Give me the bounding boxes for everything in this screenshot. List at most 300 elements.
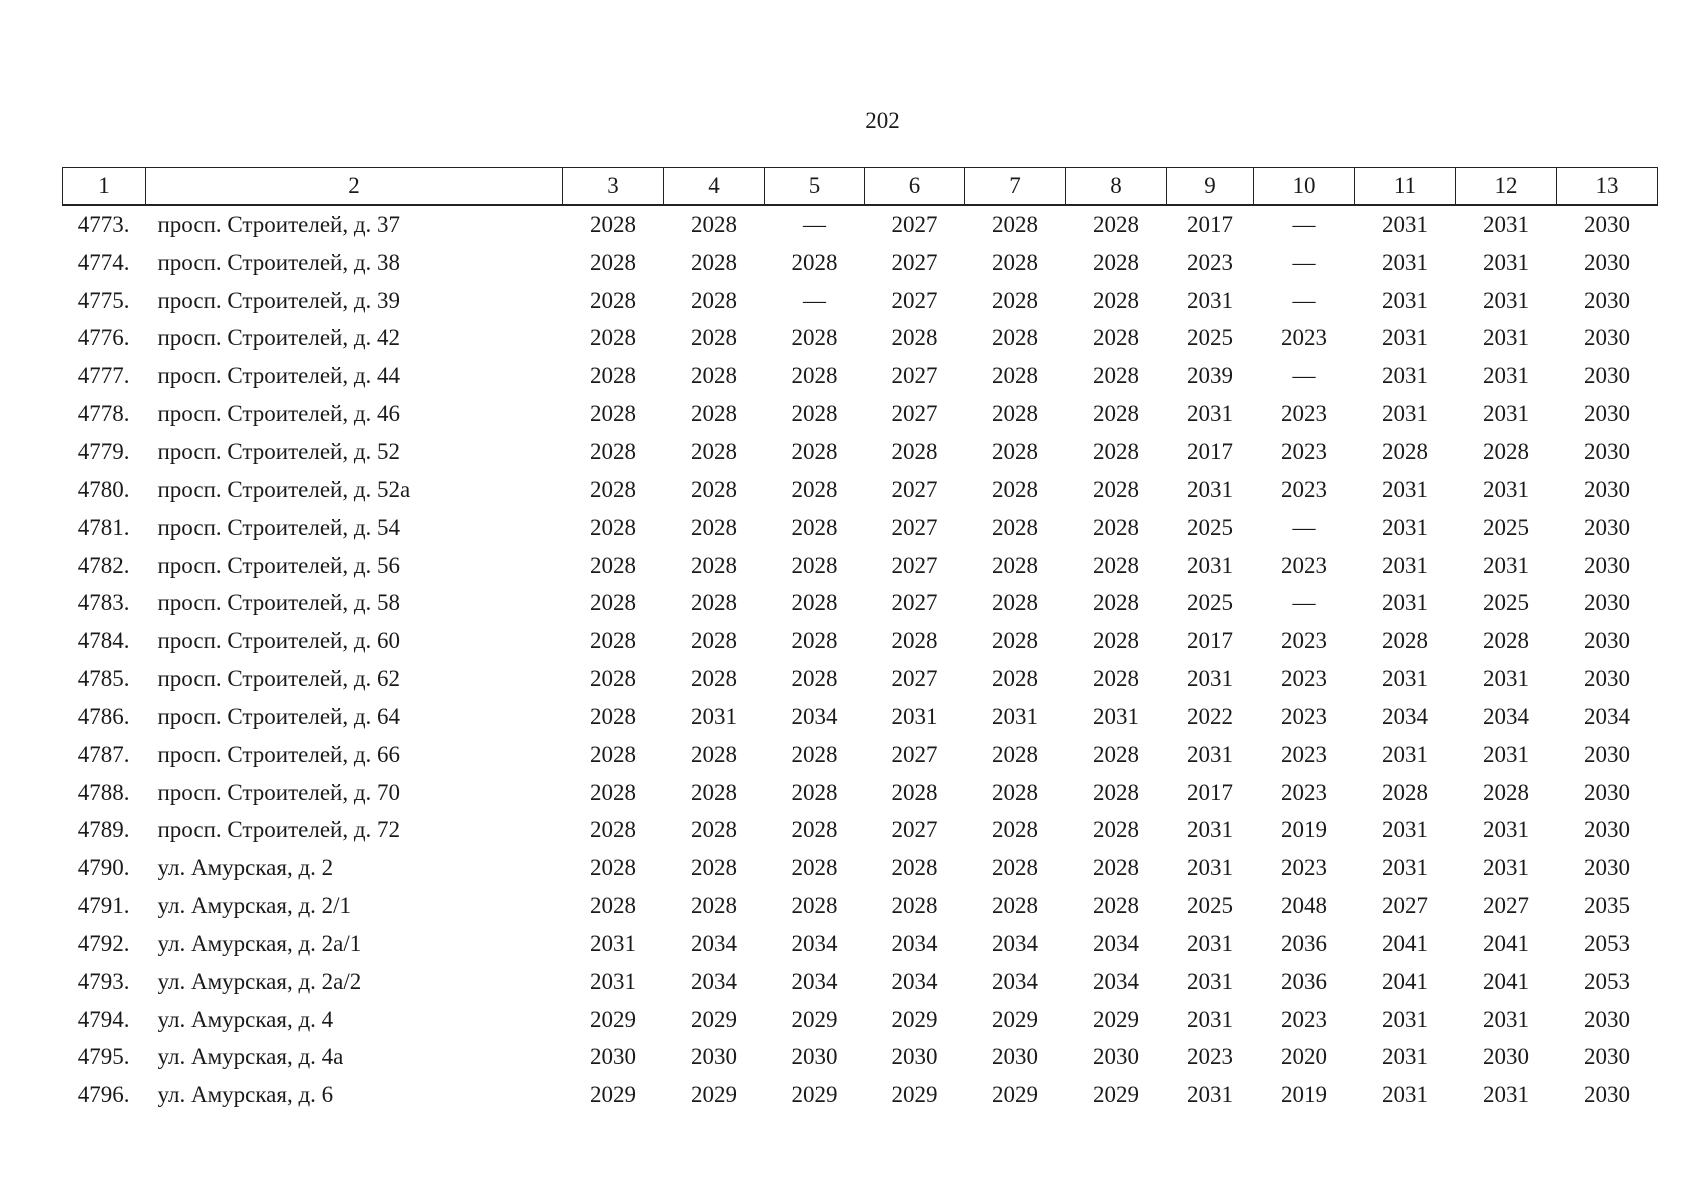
year-cell: 2027 — [891, 666, 938, 692]
year-cell: 2030 — [1584, 401, 1630, 427]
year-cell: 2027 — [1483, 893, 1529, 919]
year-cell: — — [1292, 514, 1316, 540]
year-cell: 2028 — [1093, 590, 1139, 616]
year-cell: 2034 — [891, 930, 938, 956]
year-cell: 2029 — [891, 1082, 938, 1108]
year-cell: 2048 — [1281, 893, 1327, 919]
year-cell: — — [1292, 363, 1316, 389]
year-cell: 2028 — [791, 514, 838, 540]
year-cell: 2027 — [891, 817, 938, 843]
year-cell: 2031 — [1483, 817, 1529, 843]
year-cell: 2023 — [1281, 438, 1327, 464]
year-cell: 2017 — [1187, 211, 1233, 237]
year-cell: 2030 — [1483, 1044, 1529, 1070]
year-cell: 2028 — [791, 438, 838, 464]
year-cell: 2028 — [590, 287, 636, 313]
year-cell: 2025 — [1483, 514, 1529, 540]
year-cell: 2028 — [590, 817, 636, 843]
year-cell: 2041 — [1483, 968, 1529, 994]
address-cell: ул. Амурская, д. 4 — [157, 1006, 334, 1032]
year-cell: 2031 — [1382, 476, 1428, 502]
year-cell: 2034 — [992, 968, 1038, 994]
year-cell: 2017 — [1187, 628, 1233, 654]
column-header: 11 — [1355, 168, 1456, 206]
table-row — [63, 205, 1658, 244]
year-cell: 2028 — [691, 855, 737, 881]
year-cell: 2023 — [1281, 855, 1327, 881]
year-cell: 2028 — [992, 514, 1038, 540]
address-cell: просп. Строителей, д. 56 — [157, 552, 401, 578]
year-cell: 2028 — [992, 628, 1038, 654]
year-cell: 2034 — [691, 968, 737, 994]
row-number-cell: 4783. — [77, 590, 130, 616]
year-cell: 2031 — [1187, 1006, 1233, 1032]
address-cell: ул. Амурская, д. 2а/2 — [157, 968, 362, 994]
address-cell: просп. Строителей, д. 72 — [157, 817, 401, 843]
year-cell: 2031 — [1382, 590, 1428, 616]
year-cell: 2028 — [992, 401, 1038, 427]
year-cell: 2023 — [1187, 1044, 1233, 1070]
year-cell: 2034 — [992, 930, 1038, 956]
year-cell: 2028 — [992, 438, 1038, 464]
year-cell: 2031 — [1382, 363, 1428, 389]
year-cell: 2031 — [1483, 249, 1529, 275]
year-cell: 2030 — [1584, 325, 1630, 351]
year-cell: 2028 — [590, 703, 636, 729]
year-cell: 2031 — [1382, 741, 1428, 767]
year-cell: 2023 — [1281, 552, 1327, 578]
table-row — [63, 736, 1658, 774]
year-cell: 2031 — [1382, 855, 1428, 881]
address-cell: просп. Строителей, д. 42 — [157, 325, 401, 351]
year-cell: 2020 — [1281, 1044, 1327, 1070]
address-cell: ул. Амурская, д. 2/1 — [157, 893, 352, 919]
year-cell: 2028 — [1483, 779, 1529, 805]
column-header: 6 — [865, 168, 965, 206]
year-cell: 2034 — [691, 930, 737, 956]
row-number-cell: 4782. — [77, 552, 130, 578]
address-cell: ул. Амурская, д. 2 — [157, 855, 334, 881]
year-cell: 2031 — [1187, 741, 1233, 767]
year-cell: 2028 — [590, 514, 636, 540]
year-cell: 2034 — [1382, 703, 1428, 729]
address-cell: просп. Строителей, д. 70 — [157, 779, 401, 805]
year-cell: 2030 — [1584, 1082, 1630, 1108]
year-cell: 2030 — [1584, 666, 1630, 692]
year-cell: 2031 — [1382, 552, 1428, 578]
year-cell: 2031 — [1483, 287, 1529, 313]
year-cell: 2028 — [590, 628, 636, 654]
year-cell: 2022 — [1187, 703, 1233, 729]
year-cell: 2027 — [1382, 893, 1428, 919]
year-cell: 2028 — [891, 628, 938, 654]
year-cell: 2031 — [1483, 401, 1529, 427]
year-cell: 2028 — [590, 363, 636, 389]
table-row — [63, 547, 1658, 585]
table-row — [63, 660, 1658, 698]
year-cell: 2028 — [992, 855, 1038, 881]
year-cell: 2028 — [691, 741, 737, 767]
year-cell: 2028 — [1093, 325, 1139, 351]
year-cell: 2028 — [791, 590, 838, 616]
year-cell: 2031 — [1187, 476, 1233, 502]
table-row — [63, 1076, 1658, 1114]
year-cell: 2017 — [1187, 779, 1233, 805]
year-cell: 2025 — [1187, 325, 1233, 351]
year-cell: 2030 — [1584, 590, 1630, 616]
year-cell: 2031 — [1382, 211, 1428, 237]
table-row — [63, 774, 1658, 812]
year-cell: 2028 — [590, 666, 636, 692]
year-cell: 2028 — [1093, 552, 1139, 578]
year-cell: — — [1292, 287, 1316, 313]
year-cell: 2028 — [891, 438, 938, 464]
year-cell: 2027 — [891, 590, 938, 616]
year-cell: 2036 — [1281, 930, 1327, 956]
table-row — [63, 471, 1658, 509]
year-cell: 2023 — [1281, 476, 1327, 502]
year-cell: 2028 — [590, 779, 636, 805]
year-cell: 2027 — [891, 514, 938, 540]
column-header: 1 — [63, 168, 146, 206]
row-number-cell: 4787. — [77, 741, 130, 767]
year-cell: 2028 — [1093, 817, 1139, 843]
year-cell: 2029 — [1093, 1082, 1139, 1108]
year-cell: 2031 — [1382, 666, 1428, 692]
year-cell: 2028 — [691, 401, 737, 427]
year-cell: 2025 — [1187, 893, 1233, 919]
year-cell: 2028 — [590, 438, 636, 464]
year-cell: 2028 — [992, 779, 1038, 805]
year-cell: 2028 — [791, 363, 838, 389]
year-cell: 2030 — [1584, 1006, 1630, 1032]
year-cell: 2028 — [992, 741, 1038, 767]
year-cell: 2029 — [791, 1082, 838, 1108]
address-cell: ул. Амурская, д. 6 — [157, 1082, 334, 1108]
year-cell: 2028 — [590, 476, 636, 502]
year-cell: 2031 — [1382, 401, 1428, 427]
year-cell: 2019 — [1281, 1082, 1327, 1108]
year-cell: 2028 — [1093, 779, 1139, 805]
year-cell: 2030 — [1093, 1044, 1139, 1070]
year-cell: 2028 — [891, 325, 938, 351]
table-row — [63, 812, 1658, 850]
year-cell: 2030 — [1584, 1044, 1630, 1070]
year-cell: 2023 — [1281, 401, 1327, 427]
year-cell: 2031 — [1382, 325, 1428, 351]
year-cell: 2028 — [891, 855, 938, 881]
address-cell: просп. Строителей, д. 60 — [157, 628, 401, 654]
year-cell: 2028 — [691, 325, 737, 351]
year-cell: 2030 — [590, 1044, 636, 1070]
year-cell: 2034 — [1483, 703, 1529, 729]
year-cell: 2031 — [1483, 363, 1529, 389]
year-cell: 2041 — [1382, 968, 1428, 994]
year-cell: 2031 — [1187, 855, 1233, 881]
year-cell: 2028 — [791, 779, 838, 805]
year-cell: 2034 — [1093, 930, 1139, 956]
table-row — [63, 622, 1658, 660]
year-cell: 2025 — [1483, 590, 1529, 616]
year-cell: 2028 — [992, 249, 1038, 275]
year-cell: 2028 — [590, 552, 636, 578]
column-header: 9 — [1167, 168, 1254, 206]
table-row — [63, 1039, 1658, 1077]
year-cell: 2031 — [992, 703, 1038, 729]
year-cell: 2031 — [1187, 930, 1233, 956]
year-cell: 2031 — [891, 703, 938, 729]
year-cell: 2034 — [891, 968, 938, 994]
row-number-cell: 4777. — [77, 363, 130, 389]
data-table — [62, 167, 1658, 1114]
year-cell: 2028 — [1093, 628, 1139, 654]
year-cell: 2028 — [1093, 438, 1139, 464]
year-cell: 2023 — [1281, 779, 1327, 805]
year-cell: 2029 — [590, 1082, 636, 1108]
year-cell: 2030 — [1584, 287, 1630, 313]
year-cell: 2028 — [992, 325, 1038, 351]
address-cell: просп. Строителей, д. 64 — [157, 703, 401, 729]
year-cell: 2031 — [1187, 817, 1233, 843]
year-cell: 2028 — [590, 590, 636, 616]
year-cell: 2029 — [1093, 1006, 1139, 1032]
year-cell: 2028 — [691, 817, 737, 843]
row-number-cell: 4786. — [77, 703, 130, 729]
year-cell: 2031 — [1382, 1044, 1428, 1070]
year-cell: 2027 — [891, 363, 938, 389]
table-row — [63, 1001, 1658, 1039]
year-cell: 2028 — [691, 893, 737, 919]
row-number-cell: 4784. — [77, 628, 130, 654]
year-cell: 2030 — [691, 1044, 737, 1070]
year-cell: 2028 — [992, 552, 1038, 578]
year-cell: 2029 — [891, 1006, 938, 1032]
year-cell: 2053 — [1584, 930, 1630, 956]
row-number-cell: 4778. — [77, 401, 130, 427]
table-row — [63, 244, 1658, 282]
year-cell: 2027 — [891, 476, 938, 502]
year-cell: 2023 — [1281, 628, 1327, 654]
year-cell: 2031 — [1187, 287, 1233, 313]
year-cell: 2028 — [791, 893, 838, 919]
year-cell: 2027 — [891, 741, 938, 767]
row-number-cell: 4794. — [77, 1006, 130, 1032]
year-cell: 2030 — [1584, 855, 1630, 881]
year-cell: 2030 — [1584, 476, 1630, 502]
year-cell: 2025 — [1187, 590, 1233, 616]
table-row — [63, 925, 1658, 963]
year-cell: 2031 — [1483, 855, 1529, 881]
row-number-cell: 4791. — [77, 893, 130, 919]
year-cell: 2023 — [1281, 666, 1327, 692]
year-cell: 2028 — [992, 476, 1038, 502]
year-cell: 2031 — [590, 930, 636, 956]
column-header: 2 — [146, 168, 563, 206]
table-row — [63, 433, 1658, 471]
year-cell: 2028 — [691, 590, 737, 616]
row-number-cell: 4792. — [77, 930, 130, 956]
year-cell: 2027 — [891, 211, 938, 237]
address-cell: просп. Строителей, д. 52 — [157, 438, 401, 464]
year-cell: 2028 — [791, 666, 838, 692]
row-number-cell: 4775. — [77, 287, 130, 313]
column-header: 4 — [664, 168, 765, 206]
row-number-cell: 4790. — [77, 855, 130, 881]
year-cell: 2023 — [1281, 741, 1327, 767]
year-cell: 2030 — [1584, 741, 1630, 767]
year-cell: 2028 — [1093, 287, 1139, 313]
year-cell: 2039 — [1187, 363, 1233, 389]
year-cell: 2031 — [1382, 249, 1428, 275]
year-cell: 2023 — [1187, 249, 1233, 275]
year-cell: 2028 — [992, 287, 1038, 313]
year-cell: 2031 — [1382, 287, 1428, 313]
year-cell: 2028 — [1483, 438, 1529, 464]
year-cell: 2028 — [992, 666, 1038, 692]
year-cell: 2028 — [691, 666, 737, 692]
year-cell: 2030 — [1584, 211, 1630, 237]
year-cell: 2028 — [791, 325, 838, 351]
year-cell: 2029 — [992, 1006, 1038, 1032]
page-number: 202 — [865, 108, 900, 133]
table-row — [63, 849, 1658, 887]
address-cell: просп. Строителей, д. 37 — [157, 211, 401, 237]
address-cell: просп. Строителей, д. 62 — [157, 666, 401, 692]
year-cell: 2023 — [1281, 1006, 1327, 1032]
year-cell: 2034 — [1093, 968, 1139, 994]
year-cell: 2028 — [891, 893, 938, 919]
address-cell: просп. Строителей, д. 44 — [157, 363, 401, 389]
address-cell: просп. Строителей, д. 58 — [157, 590, 401, 616]
year-cell: 2031 — [1483, 1006, 1529, 1032]
year-cell: 2031 — [1187, 1082, 1233, 1108]
year-cell: 2034 — [1584, 703, 1630, 729]
year-cell: 2031 — [1187, 401, 1233, 427]
year-cell: 2028 — [691, 363, 737, 389]
year-cell: 2028 — [1093, 666, 1139, 692]
year-cell: 2028 — [1093, 855, 1139, 881]
year-cell: 2028 — [1093, 211, 1139, 237]
year-cell: 2028 — [992, 211, 1038, 237]
year-cell: 2036 — [1281, 968, 1327, 994]
year-cell: 2030 — [1584, 438, 1630, 464]
year-cell: 2028 — [791, 249, 838, 275]
year-cell: 2031 — [1483, 1082, 1529, 1108]
year-cell: 2034 — [791, 703, 838, 729]
row-number-cell: 4788. — [77, 779, 130, 805]
year-cell: 2028 — [691, 249, 737, 275]
year-cell: 2031 — [1483, 741, 1529, 767]
year-cell: 2028 — [691, 476, 737, 502]
row-number-cell: 4795. — [77, 1044, 130, 1070]
year-cell: 2031 — [1483, 325, 1529, 351]
year-cell: 2028 — [691, 211, 737, 237]
address-cell: просп. Строителей, д. 66 — [157, 741, 401, 767]
year-cell: — — [1292, 211, 1316, 237]
year-cell: 2028 — [791, 817, 838, 843]
table-row — [63, 357, 1658, 395]
column-header: 7 — [965, 168, 1066, 206]
row-number-cell: 4779. — [77, 438, 130, 464]
year-cell: 2028 — [590, 893, 636, 919]
year-cell: 2028 — [1093, 249, 1139, 275]
year-cell: 2028 — [590, 741, 636, 767]
year-cell: 2028 — [590, 855, 636, 881]
year-cell: 2028 — [1382, 628, 1428, 654]
year-cell: 2025 — [1187, 514, 1233, 540]
year-cell: 2028 — [691, 779, 737, 805]
table-row — [63, 395, 1658, 433]
year-cell: 2030 — [891, 1044, 938, 1070]
table-row — [63, 887, 1658, 925]
address-cell: ул. Амурская, д. 2а/1 — [157, 930, 362, 956]
address-cell: просп. Строителей, д. 52а — [157, 476, 411, 502]
year-cell: 2028 — [791, 552, 838, 578]
column-header: 5 — [765, 168, 865, 206]
year-cell: 2031 — [691, 703, 737, 729]
year-cell: 2028 — [590, 401, 636, 427]
year-cell: 2028 — [691, 628, 737, 654]
year-cell: 2035 — [1584, 893, 1630, 919]
row-number-cell: 4785. — [77, 666, 130, 692]
year-cell: — — [803, 287, 826, 313]
address-cell: просп. Строителей, д. 54 — [157, 514, 401, 540]
column-header: 8 — [1066, 168, 1167, 206]
year-cell: 2029 — [590, 1006, 636, 1032]
year-cell: 2028 — [992, 590, 1038, 616]
year-cell: 2030 — [1584, 628, 1630, 654]
year-cell: 2028 — [691, 287, 737, 313]
row-number-cell: 4796. — [77, 1082, 130, 1108]
year-cell: 2028 — [791, 401, 838, 427]
row-number-cell: 4773. — [77, 211, 130, 237]
year-cell: 2034 — [791, 930, 838, 956]
row-number-cell: 4780. — [77, 476, 130, 502]
address-cell: просп. Строителей, д. 46 — [157, 401, 401, 427]
year-cell: 2027 — [891, 287, 938, 313]
table-row — [63, 963, 1658, 1001]
year-cell: 2031 — [1483, 666, 1529, 692]
year-cell: 2031 — [590, 968, 636, 994]
year-cell: 2031 — [1382, 514, 1428, 540]
row-number-cell: 4793. — [77, 968, 130, 994]
year-cell: 2041 — [1483, 930, 1529, 956]
year-cell: 2028 — [1093, 401, 1139, 427]
header-row — [63, 168, 1658, 206]
year-cell: 2023 — [1281, 325, 1327, 351]
year-cell: 2030 — [1584, 514, 1630, 540]
year-cell: 2028 — [691, 514, 737, 540]
year-cell: 2030 — [1584, 249, 1630, 275]
year-cell: 2031 — [1382, 817, 1428, 843]
year-cell: 2028 — [791, 476, 838, 502]
column-header: 3 — [563, 168, 664, 206]
year-cell: 2028 — [1093, 741, 1139, 767]
table-row — [63, 584, 1658, 622]
year-cell: 2030 — [1584, 817, 1630, 843]
row-number-cell: 4774. — [77, 249, 130, 275]
year-cell: 2028 — [590, 211, 636, 237]
address-cell: ул. Амурская, д. 4а — [157, 1044, 344, 1070]
year-cell: 2028 — [1382, 779, 1428, 805]
year-cell: 2031 — [1093, 703, 1139, 729]
year-cell: 2028 — [891, 779, 938, 805]
year-cell: 2031 — [1382, 1082, 1428, 1108]
year-cell: 2029 — [992, 1082, 1038, 1108]
year-cell: 2029 — [791, 1006, 838, 1032]
row-number-cell: 4781. — [77, 514, 130, 540]
year-cell: 2028 — [590, 249, 636, 275]
